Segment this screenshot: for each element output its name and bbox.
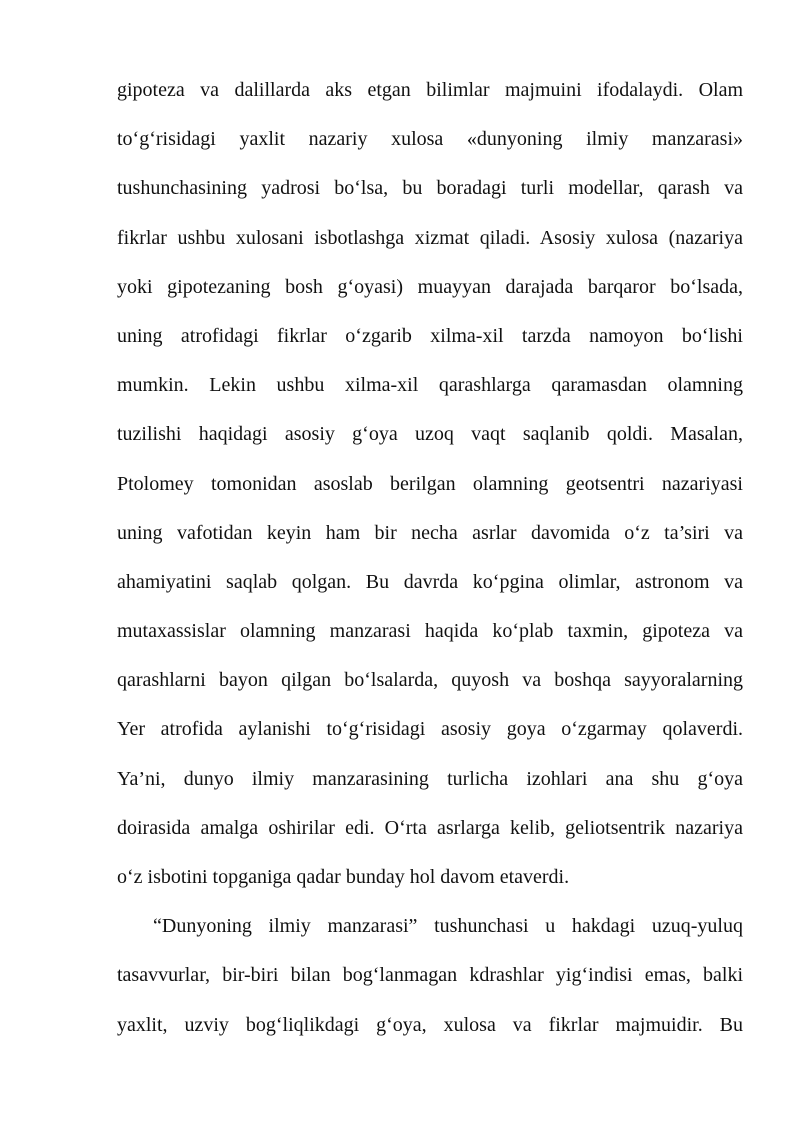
text-line: mutaxassislar olamning manzarasi haqida ko‘plab taxmin, gipoteza va — [117, 620, 743, 643]
text-line: ahamiyatini saqlab qolgan. Bu davrda ko‘pgina olimlar, astronom va — [117, 570, 743, 593]
text-line: gipoteza va dalillarda aks etgan bilimlar majmuini ifodalaydi. Olam — [117, 79, 743, 101]
text-line: Yer atrofida aylanishi to‘g‘risidagi asosiy goya o‘zgarmay qolaverdi. — [117, 718, 743, 741]
text-line: qarashlarni bayon qilgan bo‘lsalarda, quyosh va boshqa sayyoralarning — [117, 669, 743, 692]
text-line: Ptolomey tomonidan asoslab berilgan olamning geotsentri nazariyasi — [117, 472, 743, 495]
text-line: tasavvurlar, bir-biri bilan bog‘lanmagan kdrashlar yig‘indisi emas, balki — [117, 964, 743, 987]
text-line: uning atrofidagi fikrlar o‘zgarib xilma-xil tarzda namoyon bo‘lishi — [117, 324, 743, 347]
text-line: mumkin. Lekin ushbu xilma-xil qarashlarga qaramasdan olamning — [117, 374, 743, 397]
text-line: yaxlit, uzviy bog‘liqlikdagi g‘oya, xulosa va fikrlar majmuidir. Bu — [117, 1013, 743, 1036]
text-line: doirasida amalga oshirilar edi. O‘rta asrlarga kelib, geliotsentrik nazariya — [117, 816, 743, 839]
text-line: tuzilishi haqidagi asosiy g‘oya uzoq vaqt saqlanib qoldi. Masalan, — [117, 423, 743, 446]
text-line: uning vafotidan keyin ham bir necha asrlar davomida o‘z ta’siri va — [117, 521, 743, 544]
text-line: to‘g‘risidagi yaxlit nazariy xulosa «dunyoning ilmiy manzarasi» — [117, 128, 743, 151]
body-text — [117, 72, 743, 1056]
text-line: yoki gipotezaning bosh g‘oyasi) muayyan darajada barqaror bo‘lsada, — [117, 275, 743, 298]
text-line: fikrlar ushbu xulosani isbotlashga xizmat qiladi. Asosiy xulosa (nazariya — [117, 226, 743, 249]
text-line: Ya’ni, dunyo ilmiy manzarasining turlicha izohlari ana shu g‘oya — [117, 767, 743, 790]
text-line: tushunchasining yadrosi bo‘lsa, bu boradagi turli modellar, qarash va — [117, 177, 743, 200]
paragraph-first-line: “Dunyoning ilmiy manzarasi” tushunchasi u hakdagi uzuq-yuluq — [153, 915, 743, 938]
paragraph-last-line: o‘z isbotini topganiga qadar bunday hol davom etaverdi. — [117, 866, 570, 888]
